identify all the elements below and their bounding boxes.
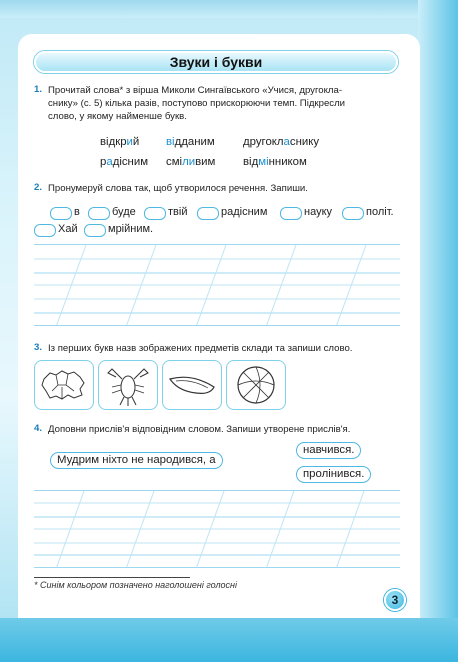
ball-icon [226, 360, 286, 410]
task-2-instruction: Пронумеруй слова так, щоб утворилося речення. Запиши. [48, 183, 308, 194]
map-icon [34, 360, 94, 410]
writing-lines-task-4[interactable] [34, 490, 400, 568]
word-smilyvym[interactable]: сміливим [166, 156, 216, 168]
task-2-number: 2. [34, 182, 43, 193]
number-slot-6[interactable] [342, 207, 364, 220]
task-1-instruction-line-1: Прочитай слова* з вірша Миколи Сингаївського «Учися, другокла- [48, 85, 343, 96]
number-slot-3[interactable] [144, 207, 166, 220]
word-radisnym[interactable]: радісним [100, 156, 149, 168]
word-viddanym[interactable]: відданим [166, 136, 215, 148]
footnote-divider [34, 577, 190, 578]
word-chip-radisnym: радісним [221, 206, 268, 218]
word-chip-nauku: науку [304, 206, 333, 218]
proverb-start: Мудрим ніхто не народився, а [50, 452, 223, 469]
number-slot-5[interactable] [280, 207, 302, 220]
answer-option-prolinyvsia[interactable]: пролінився. [296, 466, 371, 483]
number-slot-8[interactable] [84, 224, 106, 237]
task-3-instruction: Із перших букв назв зображених предметів склади та запиши слово. [48, 343, 353, 354]
number-slot-7[interactable] [34, 224, 56, 237]
top-band [0, 0, 458, 18]
word-chip-mriinym: мрійним. [108, 223, 154, 235]
word-vidminnykom[interactable]: відмінником [243, 156, 307, 168]
word-chip-khai: Хай [58, 223, 78, 235]
footnote: * Синім кольором позначено наголошені голосні [34, 580, 237, 590]
task-1-instruction-line-3: слово, у якому найменше букв. [48, 111, 187, 122]
word-chip-polit: політ. [366, 206, 394, 218]
word-druhoklasnyku[interactable]: другокласнику [243, 136, 320, 148]
lobster-icon [98, 360, 158, 410]
word-chip-v: в [74, 206, 80, 218]
word-chip-bude: буде [112, 206, 136, 218]
right-band [418, 0, 458, 662]
word-chip-tvii: твій [168, 206, 188, 218]
task-4-instruction: Доповни прислів'я відповідним словом. Запиши утворене прислів'я. [48, 424, 351, 435]
writing-lines-task-2[interactable] [34, 244, 400, 326]
bottom-band [0, 618, 458, 662]
page-number: 3 [384, 589, 406, 611]
number-slot-2[interactable] [88, 207, 110, 220]
word-vidkryi[interactable]: відкрий [100, 136, 140, 148]
answer-option-navchyvsia[interactable]: навчився. [296, 442, 361, 459]
cucumber-icon [162, 360, 222, 410]
task-1-instruction-line-2: снику» (с. 5) кілька разів, поступово прискорюючи темп. Підкресли [48, 98, 346, 109]
number-slot-4[interactable] [197, 207, 219, 220]
task-3-number: 3. [34, 342, 43, 353]
number-slot-1[interactable] [50, 207, 72, 220]
task-1-number: 1. [34, 84, 43, 95]
page-title: Звуки і букви [34, 51, 398, 73]
task-4-number: 4. [34, 423, 43, 434]
